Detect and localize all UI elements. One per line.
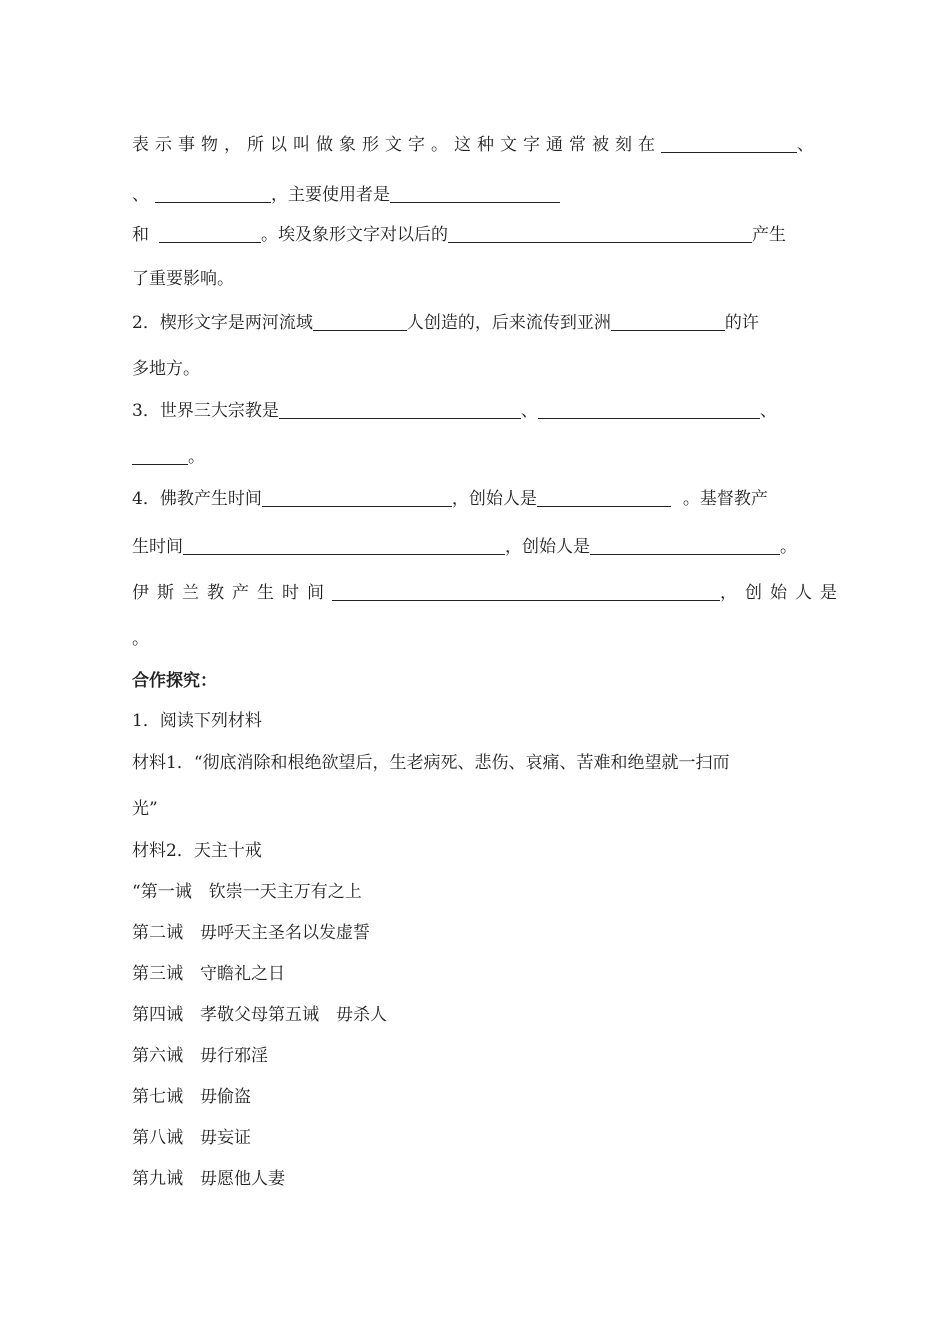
blank [537, 488, 671, 507]
q1-line-1: 表示事物，所以叫做象形文字。这种文字通常被刻在 、 [132, 135, 820, 155]
question-2-line-2: 多地方。 [132, 359, 200, 379]
q1-line-4: 了重要影响。 [132, 269, 234, 289]
blank [262, 488, 452, 507]
blank [390, 184, 560, 203]
commandment-line: “第一诫 钦崇一天主万有之上 [132, 882, 362, 902]
blank [332, 582, 720, 601]
blank [538, 400, 760, 419]
item-1: 1．阅读下列材料 [132, 711, 262, 731]
question-4: 4．佛教产生时间 ，创始人是 。基督教产 [132, 489, 768, 509]
question-3-line-2: 。 [132, 446, 822, 468]
commandment-line: 第二诫 毋呼天主圣名以发虚誓 [132, 923, 370, 943]
commandment-line: 第四诫 孝敬父母第五诫 毋杀人 [132, 1005, 387, 1025]
section-title: 合作探究： [132, 671, 217, 691]
blank [611, 312, 725, 331]
commandment-line: 第三诫 守瞻礼之日 [132, 964, 285, 984]
commandment-line: 第九诫 毋愿他人妻 [132, 1169, 285, 1189]
q1-line1-text: 表示事物，所以叫做象形文字。这种文字通常被刻在 [132, 135, 661, 155]
blank [279, 400, 521, 419]
blank [590, 536, 780, 555]
blank [159, 224, 261, 243]
commandment-line: 第六诫 毋行邪淫 [132, 1046, 268, 1066]
blank [313, 312, 407, 331]
blank [183, 536, 505, 555]
question-4-line-3: 伊斯兰教产生时间 ，创始人是 [132, 583, 845, 603]
material-1-line-2: 光” [132, 799, 158, 819]
question-2: 2．楔形文字是两河流域 人创造的，后来流传到亚洲 的许 [132, 313, 759, 333]
commandment-line: 第八诫 毋妄证 [132, 1128, 251, 1148]
question-3: 3．世界三大宗教是 、 、 [132, 401, 777, 421]
blank [661, 134, 797, 153]
material-1-line-1: 材料1．“彻底消除和根绝欲望后，生老病死、悲伤、哀痛、苦难和绝望就一扫而 [132, 753, 730, 773]
blank [132, 446, 188, 465]
q1-line-2: 、 ，主要使用者是 [132, 184, 822, 206]
q1-line-3: 和 。埃及象形文字对以后的 产生 [132, 225, 786, 245]
question-4-line-4: 。 [132, 629, 149, 649]
blank [448, 224, 752, 243]
commandment-line: 第七诫 毋偷盗 [132, 1087, 251, 1107]
blank [155, 184, 271, 203]
question-4-line-2: 生时间 ，创始人是 。 [132, 537, 797, 557]
material-2-title: 材料2．天主十戒 [132, 841, 262, 861]
